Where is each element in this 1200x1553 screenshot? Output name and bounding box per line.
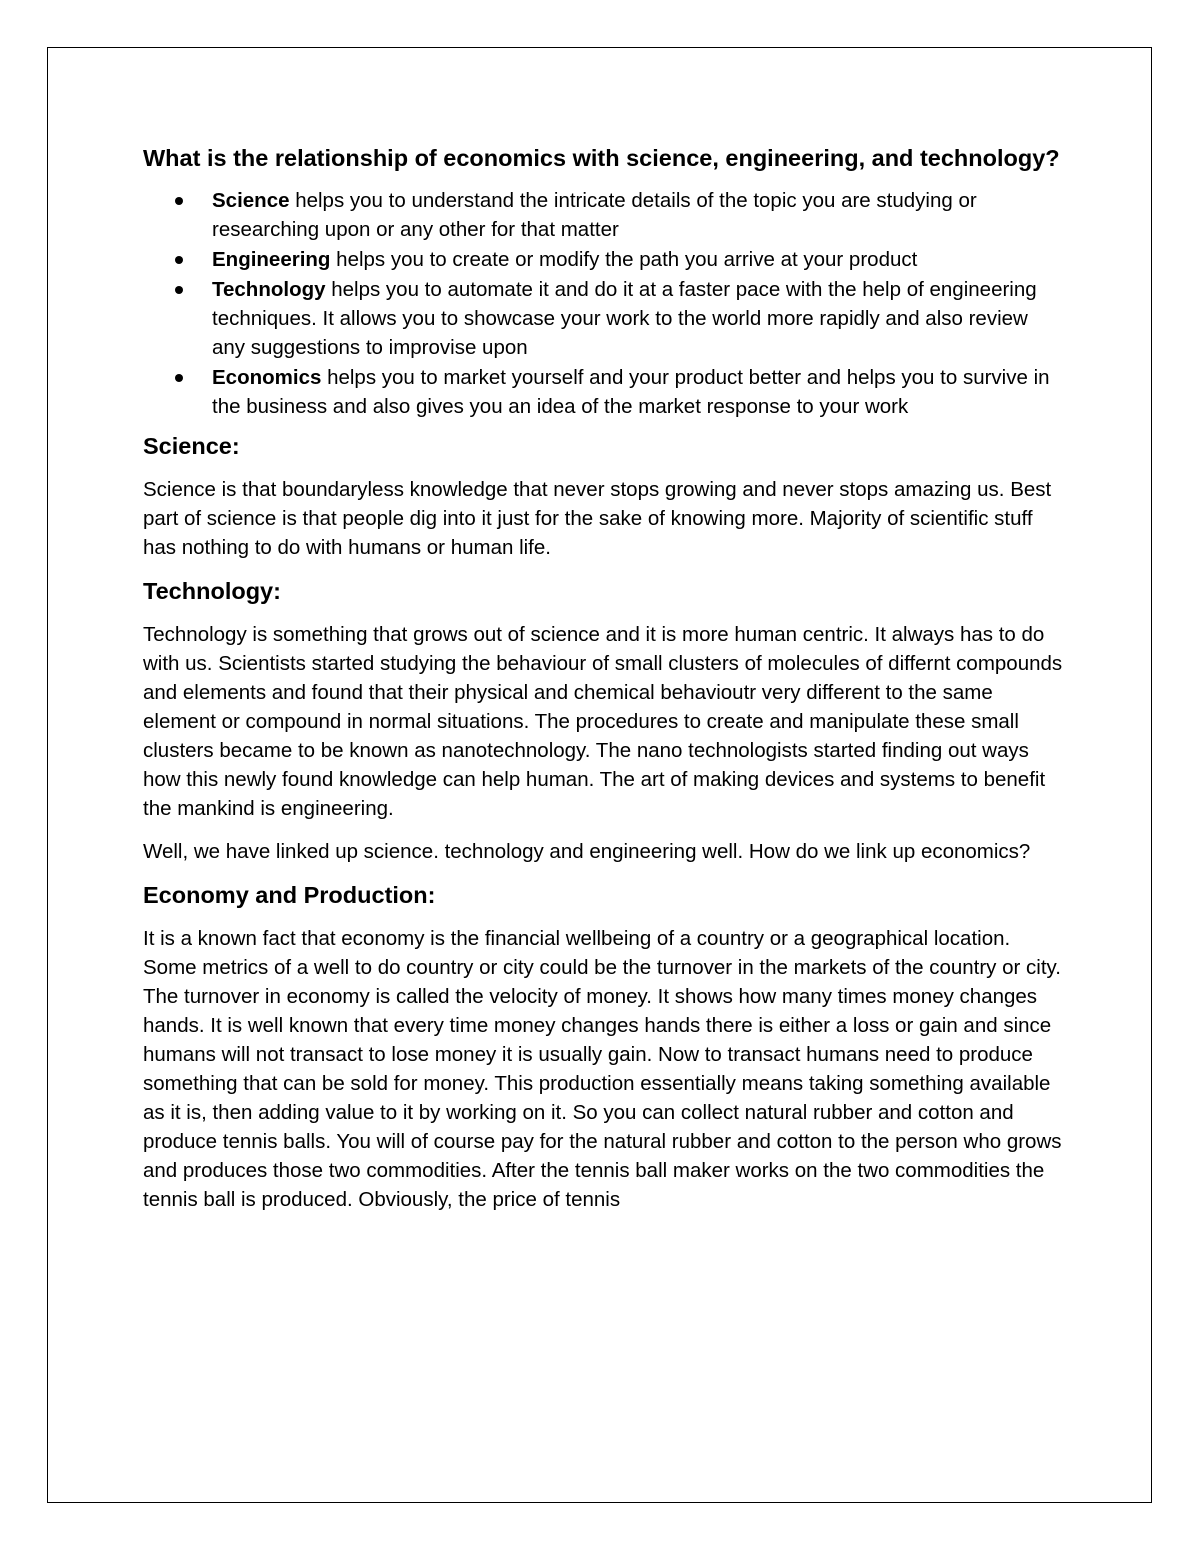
bullet-text: helps you to create or modify the path you arrive at your product [330,248,918,271]
list-item-economics [143,363,1063,421]
list-item-engineering [143,245,1063,274]
bullet-text: helps you to automate it and do it at a faster pace with the help of engineering techniques. It allows you to showcase your work to the world more rapidly and also review any suggestions to improvise upon [212,278,1037,359]
bullet-text: helps you to understand the intricate details of the topic you are studying or researching upon or any other for that matter [212,189,977,241]
science-paragraph: Science is that boundaryless knowledge that never stops growing and never stops amazing us. Best part of science is that people dig into it just for the sake of knowing more. Majority of scientific stuff has nothing to do with humans or human life. [143,478,1052,559]
bullet-icon [175,256,183,264]
bullet-term: Technology [212,278,326,301]
technology-paragraph: Technology is something that grows out of science and it is more human centric. It always has to do with us. Scientists started studying the behaviour of small clusters of molecules of differnt compounds and elements and found that their physical and chemical behavioutr very different to the same element or compound in normal situations. The procedures to create and manipulate these small clusters became to be known as nanotechnology. The nano technologists started finding out ways how this newly found knowledge can help human. The art of making devices and systems to benefit the mankind is engineering. [143,623,1063,820]
relationship-list [143,186,1063,421]
list-item-science [143,186,1063,244]
bullet-icon [175,286,183,294]
document-title: What is the relationship of economics with science, engineering, and technology? [143,145,1060,171]
document-body [143,143,1063,1228]
bullet-text: helps you to market yourself and your product better and helps you to survive in the business and also gives you an idea of the market response to your work [212,366,1050,418]
section-heading-economy-production: Economy and Production: [143,882,436,908]
bullet-term: Science [212,189,290,212]
linking-paragraph: Well, we have linked up science. technology and engineering well. How do we link up economics? [143,840,1031,863]
bullet-icon [175,374,183,382]
bullet-term: Engineering [212,248,331,271]
economy-paragraph: It is a known fact that economy is the financial wellbeing of a country or a geographical location. Some metrics of a well to do country or city could be the turnover in the markets of the country or city. The turnover in economy is called the velocity of money. It shows how many times money changes hands. It is well known that every time money changes hands there is either a loss or gain and since humans will not transact to lose money it is usually gain. Now to transact humans need to produce something that can be sold for money. This production essentially means taking something available as it is, then adding value to it by working on it. So you can collect natural rubber and cotton and produce tennis balls. You will of course pay for the natural rubber and cotton to the person who grows and produces those two commodities. After the tennis ball maker works on the two commodities the tennis ball is produced. Obviously, the price of tennis [143,927,1062,1211]
bullet-icon [175,197,183,205]
bullet-term: Economics [212,366,322,389]
section-heading-science: Science: [143,433,240,459]
section-heading-technology: Technology: [143,578,281,604]
list-item-technology [143,275,1063,362]
